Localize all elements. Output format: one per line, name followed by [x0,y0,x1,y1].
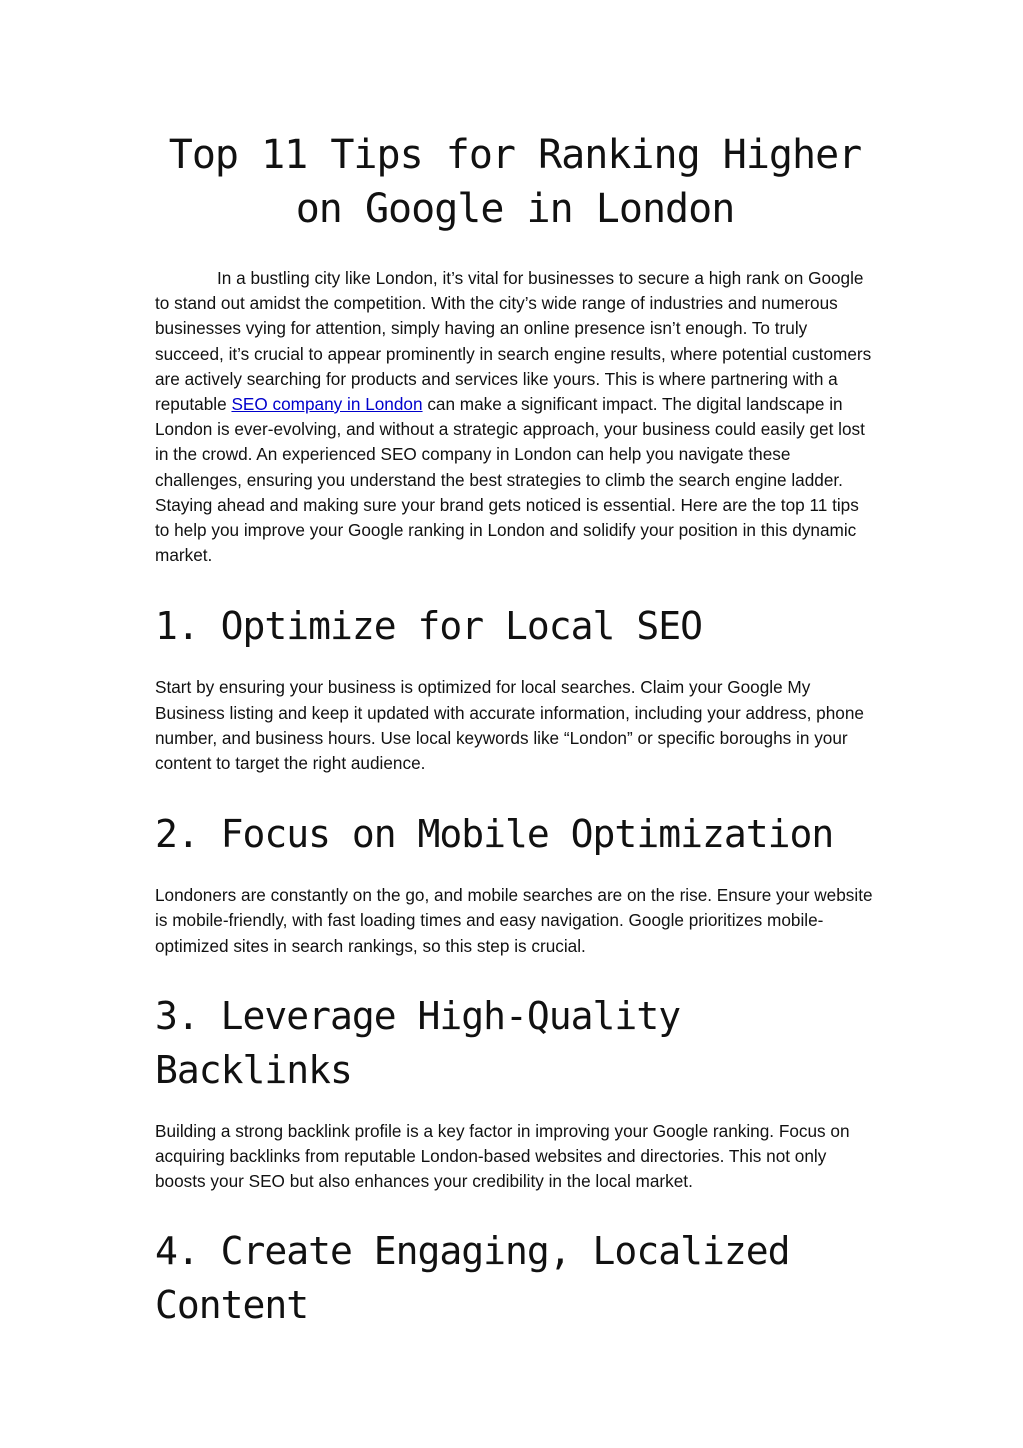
section-body-backlinks: Building a strong backlink profile is a key factor in improving your Google ranking. Focus on acquiring backlinks from reputable London-based websites and directories. This not only boosts your SEO but also enhances your credibility in the local market. [155,1120,850,1192]
intro-paragraph [155,266,875,568]
document-title: Top 11 Tips for Ranking Higher on Google in London [168,132,862,232]
section-heading-localized-content: 4. Create Engaging, Localized Content [155,1229,790,1328]
section-heading-local-seo: 1. Optimize for Local SEO [155,604,702,649]
section-heading-backlinks: 3. Leverage High-Quality Backlinks [155,993,681,1092]
section-body-local-seo: Start by ensuring your business is optimized for local searches. Claim your Google My Business listing and keep it updated with accurate information, including your address, phone number, and business hours. Use local keywords like “London” or specific boroughs in your content to target the right audience. [155,677,864,774]
section-heading-mobile-optimization: 2. Focus on Mobile Optimization [155,812,834,857]
document-page [155,128,875,1332]
intro-text-before-link: In a bustling city like London, it’s vital for businesses to secure a high rank on Google to stand out amidst the competition. With the city’s wide range of industries and numerous businesses vying for attention, simply having an online presence isn’t enough. To truly succeed, it’s crucial to appear prominently in search engine results, where potential customers are actively searching for products and services like yours. This is where partnering with a reputable [155,268,872,415]
intro-text-after-link: can make a significant impact. The digital landscape in London is ever-evolving, and without a strategic approach, your business could easily get lost in the crowd. An experienced SEO company in London can help you navigate these challenges, ensuring you understand the best strategies to climb the search engine ladder. Staying ahead and making sure your brand gets noticed is essential. Here are the top 11 tips to help you improve your Google ranking in London and solidify your position in this dynamic market. [155,394,865,566]
section-body-mobile-optimization: Londoners are constantly on the go, and mobile searches are on the rise. Ensure your website is mobile-friendly, with fast loading times and easy navigation. Google prioritizes mobile-optimized sites in search rankings, so this step is crucial. [155,885,873,956]
seo-company-link[interactable]: SEO company in London [231,394,423,415]
